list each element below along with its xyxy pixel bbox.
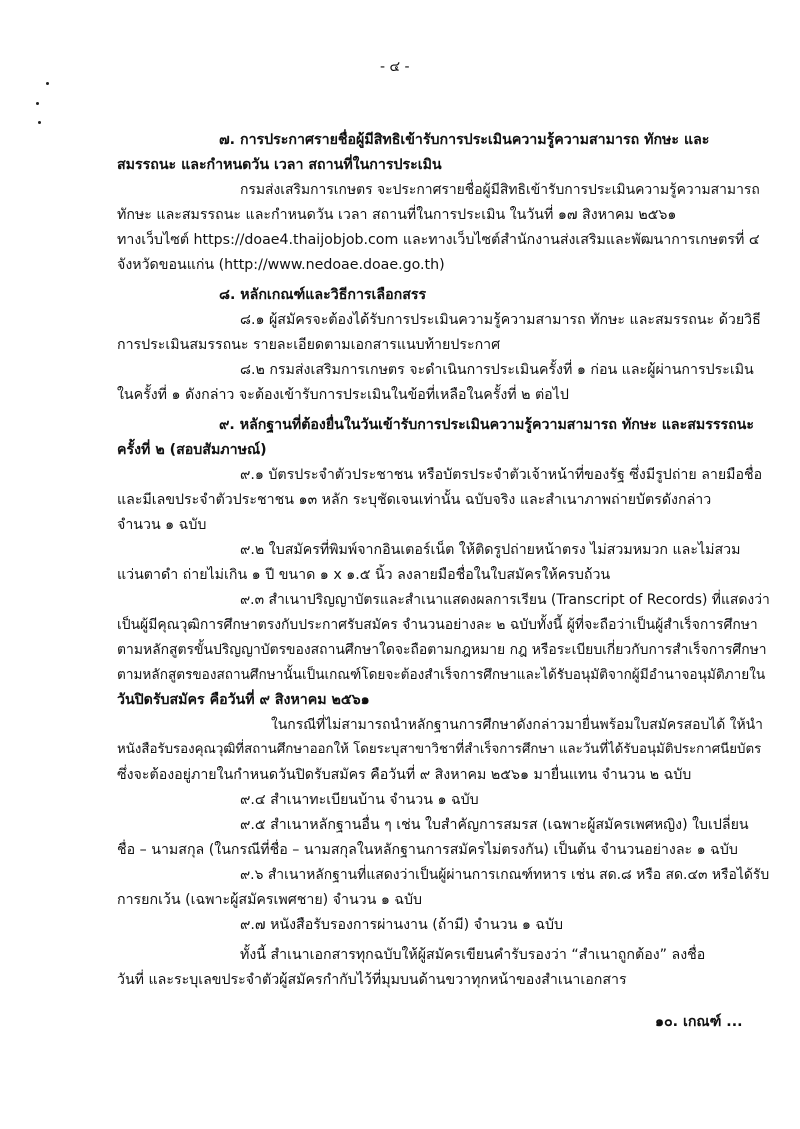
item-9-3-note-line: หนังสือรับรองคุณวุฒิที่สถานศึกษาออกให้ โดยระบุสาขาวิชาที่สำเร็จการศึกษา และวันที่ได้รับอนุมัติประกาศนียบัตร bbox=[117, 742, 762, 757]
closing-note-line: ทั้งนี้ สำเนาเอกสารทุกฉบับให้ผู้สมัครเขียนคำรับรองว่า “สำเนาถูกต้อง” ลงชื่อ bbox=[240, 947, 706, 963]
section-7-body-line: ทางเว็บไซต์ https://doae4.thaijobjob.com และทางเว็บไซต์สำนักงานส่งเสริมและพัฒนาการเกษตรที่ ๔ bbox=[117, 232, 760, 248]
item-9-3-line: ๙.๓ สำเนาปริญญาบัตรและสำเนาแสดงผลการเรียน (Transcript of Records) ที่แสดงว่า bbox=[240, 592, 770, 608]
item-9-3-note-line: ซึ่งจะต้องอยู่ภายในกำหนดวันปิดรับสมัคร คือวันที่ ๙ สิงหาคม ๒๕๖๑ มายื่นแทน จำนวน ๒ ฉบับ bbox=[117, 767, 692, 783]
section-7-body-line: กรมส่งเสริมการเกษตร จะประกาศรายชื่อผู้มีสิทธิเข้ารับการประเมินความรู้ความสามารถ bbox=[240, 182, 760, 198]
section-7-heading-line-1: ๗. การประกาศรายชื่อผู้มีสิทธิเข้ารับการประเมินความรู้ความสามารถ ทักษะ และ bbox=[219, 132, 710, 148]
scan-speck bbox=[38, 121, 41, 124]
item-9-1-line: จำนวน ๑ ฉบับ bbox=[117, 517, 207, 533]
item-9-6-line: การยกเว้น (เฉพาะผู้สมัครเพศชาย) จำนวน ๑ ฉบับ bbox=[117, 892, 423, 908]
page-number: - ๔ - bbox=[380, 59, 410, 75]
section-7-body-line: จังหวัดขอนแก่น (http://www.nedoae.doae.go.th) bbox=[117, 257, 445, 273]
section-8-item-2-line: ในครั้งที่ ๑ ดังกล่าว จะต้องเข้ารับการประเมินในข้อที่เหลือในครั้งที่ ๒ ต่อไป bbox=[117, 387, 569, 403]
scan-speck bbox=[36, 102, 39, 105]
section-8-item-2-line: ๘.๒ กรมส่งเสริมการเกษตร จะดำเนินการประเมินครั้งที่ ๑ ก่อน และผู้ผ่านการประเมิน bbox=[240, 362, 754, 378]
item-9-3-line: ตามหลักสูตรของสถานศึกษานั้นเป็นเกณฑ์โดยจะต้องสำเร็จการศึกษาและได้รับอนุมัติจากผู้มีอำนาจอนุมัติภายใน bbox=[117, 667, 766, 683]
section-8-item-1-line: ๘.๑ ผู้สมัครจะต้องได้รับการประเมินความรู้ความสามารถ ทักษะ และสมรรถนะ ด้วยวิธี bbox=[240, 312, 761, 328]
item-9-5-line: ชื่อ – นามสกุล (ในกรณีที่ชื่อ – นามสกุลในหลักฐานการสมัครไม่ตรงกัน) เป็นต้น จำนวนอย่างละ ๑ ฉบับ bbox=[117, 842, 738, 858]
section-7-body-line: ทักษะ และสมรรถนะ และกำหนดวัน เวลา สถานที่ในการประเมิน ในวันที่ ๑๗ สิงหาคม ๒๕๖๑ bbox=[117, 207, 677, 223]
scan-speck bbox=[46, 82, 49, 85]
item-9-5-line: ๙.๕ สำเนาหลักฐานอื่น ๆ เช่น ใบสำคัญการสมรส (เฉพาะผู้สมัครเพศหญิง) ใบเปลี่ยน bbox=[240, 817, 749, 833]
item-9-3-line: ตามหลักสูตรขั้นปริญญาบัตรของสถานศึกษาใดจะถือตามกฎหมาย กฎ หรือระเบียบเกี่ยวกับการสำเร็จการศึกษา bbox=[117, 642, 767, 658]
continuation-marker: ๑๐. เกณฑ์ ... bbox=[655, 1014, 743, 1030]
section-7-heading-line-2: สมรรถนะ และกำหนดวัน เวลา สถานที่ในการประเมิน bbox=[117, 157, 442, 173]
section-9-heading-line-1: ๙. หลักฐานที่ต้องยื่นในวันเข้ารับการประเมินความรู้ความสามารถ ทักษะ และสมรรรถนะ bbox=[219, 417, 754, 433]
item-9-6-line: ๙.๖ สำเนาหลักฐานที่แสดงว่าเป็นผู้ผ่านการเกณฑ์ทหาร เช่น สด.๘ หรือ สด.๔๓ หรือได้รับ bbox=[240, 867, 770, 883]
item-9-3-line: เป็นผู้มีคุณวุฒิการศึกษาตรงกับประกาศรับสมัคร จำนวนอย่างละ ๒ ฉบับทั้งนี้ ผู้ที่จะถือว่าเป็นผู้สำเร็จการศึกษา bbox=[117, 617, 758, 633]
section-8-item-1-line: การประเมินสมรรถนะ รายละเอียดตามเอกสารแนบท้ายประกาศ bbox=[117, 337, 501, 353]
item-9-4-line: ๙.๔ สำเนาทะเบียนบ้าน จำนวน ๑ ฉบับ bbox=[240, 792, 479, 808]
item-9-3-note-line: ในกรณีที่ไม่สามารถนำหลักฐานการศึกษาดังกล่าวมายื่นพร้อมใบสมัครสอบได้ ให้นำ bbox=[271, 717, 763, 733]
item-9-1-line: ๙.๑ บัตรประจำตัวประชาชน หรือบัตรประจำตัวเจ้าหน้าที่ของรัฐ ซึ่งมีรูปถ่าย ลายมือชื่อ bbox=[240, 467, 763, 483]
section-8-heading: ๘. หลักเกณฑ์และวิธีการเลือกสรร bbox=[219, 287, 427, 303]
closing-note-line: วันที่ และระบุเลขประจำตัวผู้สมัครกำกับไว้ที่มุมบนด้านขวาทุกหน้าของสำเนาเอกสาร bbox=[117, 972, 627, 988]
item-9-2-line: ๙.๒ ใบสมัครที่พิมพ์จากอินเตอร์เน็ต ให้ติดรูปถ่ายหน้าตรง ไม่สวมหมวก และไม่สวม bbox=[240, 542, 741, 558]
item-9-2-line: แว่นตาดำ ถ่ายไม่เกิน ๑ ปี ขนาด ๑ x ๑.๕ นิ้ว ลงลายมือชื่อในใบสมัครให้ครบถ้วน bbox=[117, 567, 611, 583]
item-9-1-line: และมีเลขประจำตัวประชาชน ๑๓ หลัก ระบุชัดเจนเท่านั้น ฉบับจริง และสำเนาภาพถ่ายบัตรดังกล่าว bbox=[117, 492, 712, 508]
item-9-3-line: วันปิดรับสมัคร คือวันที่ ๙ สิงหาคม ๒๕๖๑ bbox=[117, 692, 370, 708]
item-9-7-line: ๙.๗ หนังสือรับรองการผ่านงาน (ถ้ามี) จำนวน ๑ ฉบับ bbox=[240, 917, 564, 933]
section-9-heading-line-2: ครั้งที่ ๒ (สอบสัมภาษณ์) bbox=[117, 442, 267, 458]
